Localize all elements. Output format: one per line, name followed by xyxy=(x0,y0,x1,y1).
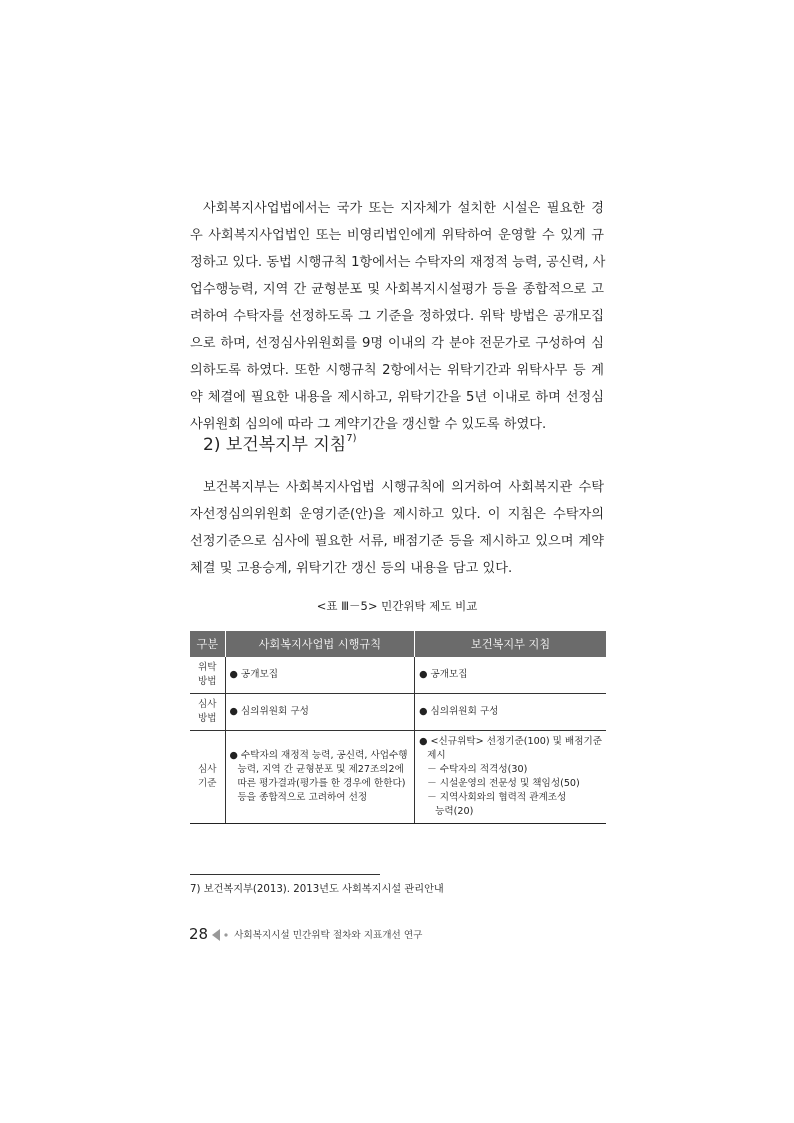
table-row xyxy=(190,657,606,693)
cell-line: － 시설운영의 전문성 및 책임성(50) xyxy=(427,777,580,789)
paragraph-line: 체결 및 고용승계, 위탁기간 갱신 등의 내용을 담고 있다. xyxy=(190,561,513,576)
chevron-left-icon xyxy=(210,927,232,941)
guideline-cell xyxy=(415,693,606,730)
body-paragraph-1 xyxy=(190,195,604,438)
paragraph-line: 업수행능력, 지역 간 균형분포 및 사회복지시설평가 등을 종합적으로 고 xyxy=(190,282,604,297)
cell-line: ● 심의위원회 구성 xyxy=(229,705,309,717)
paragraph-line: 선정기준으로 심사에 필요한 서류, 배점기준 등을 제시하고 있으며 계약 xyxy=(190,534,604,549)
cell-line: － 지역사회와의 협력적 관계조성 xyxy=(427,791,567,803)
act-rule-cell xyxy=(225,730,415,823)
row-label-line: 기준 xyxy=(197,777,217,789)
row-label xyxy=(190,693,225,730)
cell-line: 능력, 지역 간 균형분포 및 제27조의2에 xyxy=(237,763,404,775)
cell-line: － 수탁자의 적격성(30) xyxy=(427,763,528,775)
row-label-line: 심사 xyxy=(197,763,217,775)
comparison-table xyxy=(190,631,606,824)
paragraph-line: 의하도록 하였다. 또한 시행규칙 2항에서는 위탁기간과 위탁사무 등 계 xyxy=(190,363,604,378)
row-label-line: 방법 xyxy=(197,675,217,687)
guideline-cell xyxy=(415,730,606,823)
cell-line: ● 심의위원회 구성 xyxy=(419,705,499,717)
page-number: 28 xyxy=(189,925,209,943)
table-header-row xyxy=(190,631,606,657)
paragraph-line: 약 체결에 필요한 내용을 제시하고, 위탁기간을 5년 이내로 하며 선정심 xyxy=(190,390,604,405)
paragraph-line: 보건복지부는 사회복지사업법 시행규칙에 의거하여 사회복지관 수탁 xyxy=(203,480,604,495)
footnote-ref[interactable]: 7) xyxy=(346,433,357,445)
section-heading-text: 2) 보건복지부 지침 xyxy=(203,435,347,455)
row-label xyxy=(190,657,225,693)
table-row xyxy=(190,693,606,730)
row-label-line: 심사 xyxy=(197,698,217,710)
act-rule-cell xyxy=(225,693,415,730)
header-category: 구분 xyxy=(190,631,225,657)
cell-line: 제시 xyxy=(427,749,446,761)
cell-line: 따른 평가결과(평가를 한 경우에 한한다) xyxy=(237,777,406,789)
running-title: 사회복지시설 민간위탁 절차와 지표개선 연구 xyxy=(234,930,423,941)
section-heading xyxy=(203,430,356,455)
header-act-rule: 사회복지사업법 시행규칙 xyxy=(225,631,415,657)
cell-line: ● 수탁자의 재정적 능력, 공신력, 사업수행 xyxy=(229,749,408,761)
paragraph-line: 려하여 수탁자를 선정하도록 그 기준을 정하였다. 위탁 방법은 공개모집 xyxy=(190,309,604,324)
act-rule-cell xyxy=(225,657,415,693)
row-label-line: 방법 xyxy=(197,712,217,724)
cell-line: 능력(20) xyxy=(435,805,474,817)
paragraph-line: 으로 하며, 선정심사위원회를 9명 이내의 각 분야 전문가로 구성하여 심 xyxy=(190,336,604,351)
row-label-line: 위탁 xyxy=(197,661,217,673)
table-caption: <표 Ⅲ－5> 민간위탁 제도 비교 xyxy=(316,599,478,613)
page-footer xyxy=(189,925,422,943)
cell-line: 등을 종합적으로 고려하여 선정 xyxy=(237,791,368,803)
paragraph-line: 정하고 있다. 동법 시행규칙 1항에서는 수탁자의 재정적 능력, 공신력, 사 xyxy=(190,255,606,270)
row-label xyxy=(190,730,225,823)
paragraph-line: 자선정심의위원회 운영기준(안)을 제시하고 있다. 이 지침은 수탁자의 xyxy=(190,507,604,522)
table-row xyxy=(190,730,606,823)
cell-line: ● <신규위탁> 선정기준(100) 및 배점기준 xyxy=(419,735,602,747)
paragraph-line: 사위원회 심의에 따라 그 계약기간을 갱신할 수 있도록 하였다. xyxy=(190,417,547,432)
cell-line: ● 공개모집 xyxy=(229,668,279,680)
cell-line: ● 공개모집 xyxy=(419,668,468,680)
guideline-cell xyxy=(415,657,606,693)
paragraph-line: 우 사회복지사업법인 또는 비영리법인에게 위탁하여 운영할 수 있게 규 xyxy=(190,228,604,243)
footnote-divider xyxy=(190,874,380,875)
body-paragraph-2 xyxy=(190,474,604,582)
paragraph-line: 사회복지사업법에서는 국가 또는 지자체가 설치한 시설은 필요한 경 xyxy=(203,201,604,216)
footnote: 7) 보건복지부(2013). 2013년도 사회복지시설 관리안내 xyxy=(190,884,444,895)
header-ministry-guideline: 보건복지부 지침 xyxy=(415,631,606,657)
